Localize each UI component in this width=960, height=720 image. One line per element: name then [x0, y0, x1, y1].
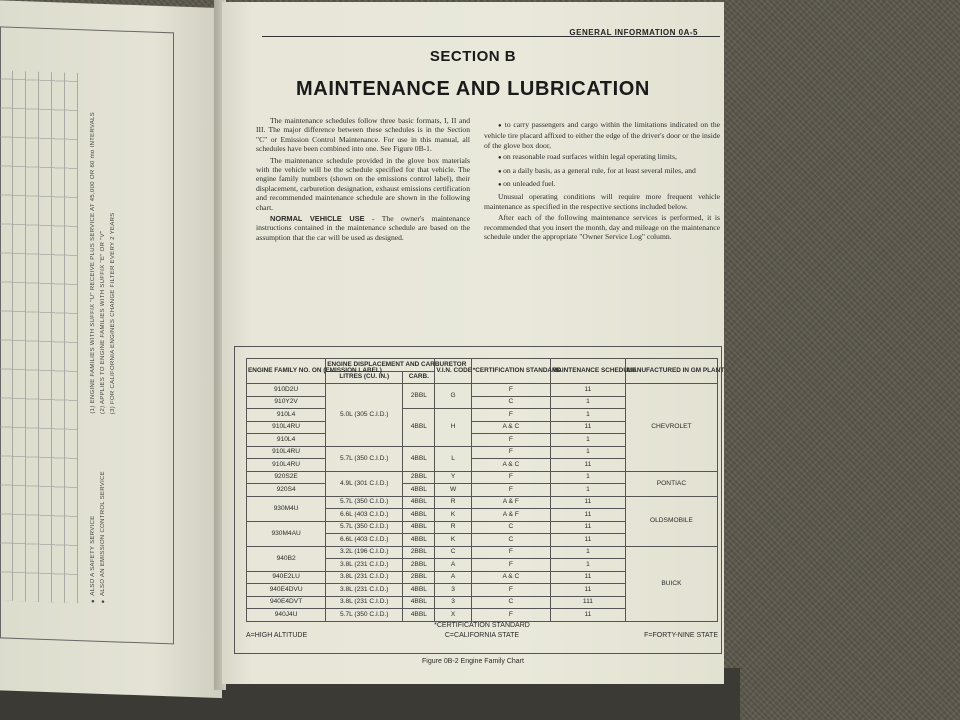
legend — [246, 622, 718, 652]
cell-engine-family: 910L4RU — [247, 446, 326, 459]
legend-title: *CERTIFICATION STANDARD — [434, 622, 530, 629]
cell-displacement: 5.7L (350 C.I.D.) — [326, 496, 403, 509]
cell-schedule: 11 — [550, 509, 625, 522]
cell-engine-family: 940E4DVU — [247, 584, 326, 597]
cell-certification: C — [471, 396, 550, 409]
figure-caption: Figure 0B-2 Engine Family Chart — [422, 658, 524, 665]
header-vin: V.I.N. CODE — [435, 359, 471, 384]
cell-displacement: 6.6L (403 C.I.D.) — [326, 509, 403, 522]
cell-certification: F — [471, 584, 550, 597]
cell-vin-code: R — [435, 496, 471, 509]
cell-engine-family: 910D2U — [247, 384, 326, 397]
cell-certification: A & C — [471, 571, 550, 584]
cell-schedule: 1 — [550, 559, 625, 572]
cell-vin-code: R — [435, 521, 471, 534]
left-page-schedule-grid — [0, 70, 78, 603]
cell-certification: F — [471, 546, 550, 559]
cell-vin-code: Y — [435, 471, 471, 484]
cell-engine-family: 930M4U — [247, 496, 326, 521]
cell-displacement: 3.8L (231 C.I.D.) — [326, 559, 403, 572]
cell-carburetor: 2BBL — [403, 546, 435, 559]
header-litres: LITRES (CU. IN.) — [326, 371, 403, 384]
cell-vin-code: C — [435, 546, 471, 559]
bullet-item: ● on a daily basis, as a general rule, for at least several miles, and — [484, 166, 720, 177]
engine-family-table — [246, 358, 725, 622]
cell-carburetor: 4BBL — [403, 534, 435, 547]
cell-schedule: 11 — [550, 384, 625, 397]
cell-certification: F — [471, 471, 550, 484]
cell-carburetor: 4BBL — [403, 521, 435, 534]
cell-engine-family: 910L4 — [247, 434, 326, 447]
cell-displacement: 6.6L (403 C.I.D.) — [326, 534, 403, 547]
cell-certification: F — [471, 409, 550, 422]
cell-carburetor: 4BBL — [403, 596, 435, 609]
cell-engine-family: 940J4U — [247, 609, 326, 622]
left-footnote-3: (3) FOR CALIFORNIA ENGINES CHANGE FILTER EVERY 2 YEARS — [110, 212, 116, 415]
cell-displacement: 3.8L (231 C.I.D.) — [326, 584, 403, 597]
section-title: MAINTENANCE AND LUBRICATION — [296, 78, 650, 100]
body-column-right — [484, 120, 720, 243]
subheading-normal-vehicle-use: NORMAL VEHICLE USE — [270, 214, 365, 224]
cell-engine-family: 940B2 — [247, 546, 326, 571]
cell-engine-family: 920S4 — [247, 484, 326, 497]
bullet-item: ● on unleaded fuel. — [484, 179, 720, 190]
cell-certification: F — [471, 559, 550, 572]
cell-vin-code: 3 — [435, 596, 471, 609]
cell-vin-code: X — [435, 609, 471, 622]
cell-schedule: 11 — [550, 459, 625, 472]
cell-certification: F — [471, 609, 550, 622]
bullet-item: ● to carry passengers and cargo within the limitations indicated on the vehicle tire placard affixed to either the edge of the driver's door or the inside of the glove box door, — [484, 120, 720, 150]
header-displacement: ENGINE DISPLACEMENT AND CARBURETOR — [326, 359, 435, 372]
cell-vin-code: L — [435, 446, 471, 471]
paragraph: After each of the following maintenance services is performed, it is recommended that you insert the month, day and mileage on the maintenance schedule under the appropriate "Owner Service Log" column. — [484, 213, 720, 242]
cell-schedule: 111 — [550, 596, 625, 609]
cell-schedule: 1 — [550, 434, 625, 447]
header-carb: CARB. — [403, 371, 435, 384]
cell-displacement: 3.8L (231 C.I.D.) — [326, 571, 403, 584]
cell-schedule: 11 — [550, 521, 625, 534]
paragraph-text: - The owner's maintenance instructions contained in the maintenance schedule are based on the assumption that the car will be used as designed. — [256, 214, 470, 242]
cell-carburetor: 4BBL — [403, 446, 435, 471]
cell-engine-family: 940E4DVT — [247, 596, 326, 609]
cell-displacement: 5.7L (350 C.I.D.) — [326, 609, 403, 622]
cell-carburetor: 2BBL — [403, 559, 435, 572]
cell-certification: A & F — [471, 496, 550, 509]
cell-plant: CHEVROLET — [625, 384, 717, 472]
cell-engine-family: 910Y2V — [247, 396, 326, 409]
engine-family-chart — [246, 358, 725, 622]
cell-certification: C — [471, 534, 550, 547]
cell-vin-code: K — [435, 534, 471, 547]
left-footnote-1: (1) ENGINE FAMILIES WITH SUFFIX "U" RECEIVE PLUS SERVICE AT 45,000 OR 60 mo INTERVALS — [90, 111, 96, 414]
cell-certification: F — [471, 384, 550, 397]
left-footnote-2: (2) APPLIES TO ENGINE FAMILIES WITH SUFFIX "E" OR "V" — [100, 230, 106, 415]
cell-displacement: 3.2L (196 C.I.D.) — [326, 546, 403, 559]
cell-certification: C — [471, 596, 550, 609]
cell-carburetor: 2BBL — [403, 384, 435, 409]
cell-schedule: 1 — [550, 484, 625, 497]
cell-schedule: 11 — [550, 609, 625, 622]
header-plant: MANUFACTURED IN GM PLANT — [625, 359, 717, 384]
legend-forty-nine: F=FORTY-NINE STATE — [644, 632, 718, 639]
cell-plant: PONTIAC — [625, 471, 717, 496]
cell-schedule: 11 — [550, 421, 625, 434]
cell-vin-code: W — [435, 484, 471, 497]
cell-certification: C — [471, 521, 550, 534]
cell-carburetor: 4BBL — [403, 409, 435, 447]
table-row — [247, 496, 718, 509]
paragraph: The maintenance schedules follow three basic formats, I, II and III. The major difference between these schedules is in the Section "C" or Emission Control Maintenance. For use in this manual, all schedules have been combined into one. See Figure 0B-1. — [256, 116, 470, 154]
cell-certification: F — [471, 434, 550, 447]
cell-schedule: 1 — [550, 546, 625, 559]
cell-carburetor: 4BBL — [403, 509, 435, 522]
left-footnote-4: ● ALSO A SAFETY SERVICE — [90, 515, 96, 604]
cell-certification: F — [471, 484, 550, 497]
left-footnote-5: ● ALSO AN EMISSION CONTROL SERVICE — [100, 470, 106, 605]
paragraph: The maintenance schedule provided in the glove box materials with the vehicle will be the schedule specified for that vehicle. The engine family numbers (shown on the emissions control label), their displacement, carburetion designation, exhaust emissions certification and recommended maintenance schedule are shown in the following chart. — [256, 155, 470, 212]
cell-vin-code: 3 — [435, 584, 471, 597]
cell-schedule: 1 — [550, 471, 625, 484]
cell-certification: A & F — [471, 509, 550, 522]
header-engine-family: ENGINE FAMILY NO. ON (EMISSION LABEL) — [247, 359, 326, 384]
left-page — [0, 0, 222, 698]
cell-carburetor: 4BBL — [403, 484, 435, 497]
cell-certification: F — [471, 446, 550, 459]
header-cert: *CERTIFICATION STANDARD — [471, 359, 550, 384]
cell-certification: A & C — [471, 421, 550, 434]
table-row — [247, 384, 718, 397]
legend-high-altitude: A=HIGH ALTITUDE — [246, 632, 308, 639]
cell-displacement: 5.7L (350 C.I.D.) — [326, 446, 403, 471]
cell-vin-code: A — [435, 571, 471, 584]
cell-schedule: 11 — [550, 571, 625, 584]
cell-schedule: 1 — [550, 446, 625, 459]
cell-displacement: 4.9L (301 C.I.D.) — [326, 471, 403, 496]
cell-carburetor: 4BBL — [403, 496, 435, 509]
cell-displacement: 3.8L (231 C.I.D.) — [326, 596, 403, 609]
cell-engine-family: 910L4 — [247, 409, 326, 422]
cell-displacement: 5.0L (305 C.I.D.) — [326, 384, 403, 447]
table-row — [247, 546, 718, 559]
cell-carburetor: 2BBL — [403, 571, 435, 584]
cell-schedule: 11 — [550, 496, 625, 509]
section-label: SECTION B — [429, 48, 517, 65]
header-schedule: MAINTENANCE SCHEDULE — [550, 359, 625, 384]
cell-schedule: 11 — [550, 584, 625, 597]
cell-engine-family: 930M4AU — [247, 521, 326, 546]
cell-schedule: 1 — [550, 409, 625, 422]
cell-plant: OLDSMOBILE — [625, 496, 717, 546]
cell-vin-code: H — [435, 409, 471, 447]
table-body — [247, 384, 718, 622]
paragraph: Unusual operating conditions will require more frequent vehicle maintenance as specified in the respective sections included below. — [484, 192, 720, 211]
cell-schedule: 1 — [550, 396, 625, 409]
cell-plant: BUICK — [625, 546, 717, 621]
cell-engine-family: 910L4RU — [247, 459, 326, 472]
bullet-item: ● on reasonable road surfaces within legal operating limits, — [484, 152, 720, 163]
paragraph — [256, 214, 470, 242]
table-row — [247, 471, 718, 484]
legend-california: C=CALIFORNIA STATE — [444, 632, 520, 639]
cell-engine-family: 920S2E — [247, 471, 326, 484]
body-column-left — [256, 116, 470, 244]
cell-carburetor: 2BBL — [403, 471, 435, 484]
cell-carburetor: 4BBL — [403, 584, 435, 597]
cell-engine-family: 940E2LU — [247, 571, 326, 584]
cell-carburetor: 4BBL — [403, 609, 435, 622]
cell-vin-code: G — [435, 384, 471, 409]
cell-vin-code: A — [435, 559, 471, 572]
cell-vin-code: K — [435, 509, 471, 522]
running-head: GENERAL INFORMATION 0A-5 — [569, 28, 698, 37]
cell-displacement: 5.7L (350 C.I.D.) — [326, 521, 403, 534]
cell-schedule: 11 — [550, 534, 625, 547]
cell-engine-family: 910L4RU — [247, 421, 326, 434]
right-page — [222, 2, 724, 684]
cell-certification: A & C — [471, 459, 550, 472]
